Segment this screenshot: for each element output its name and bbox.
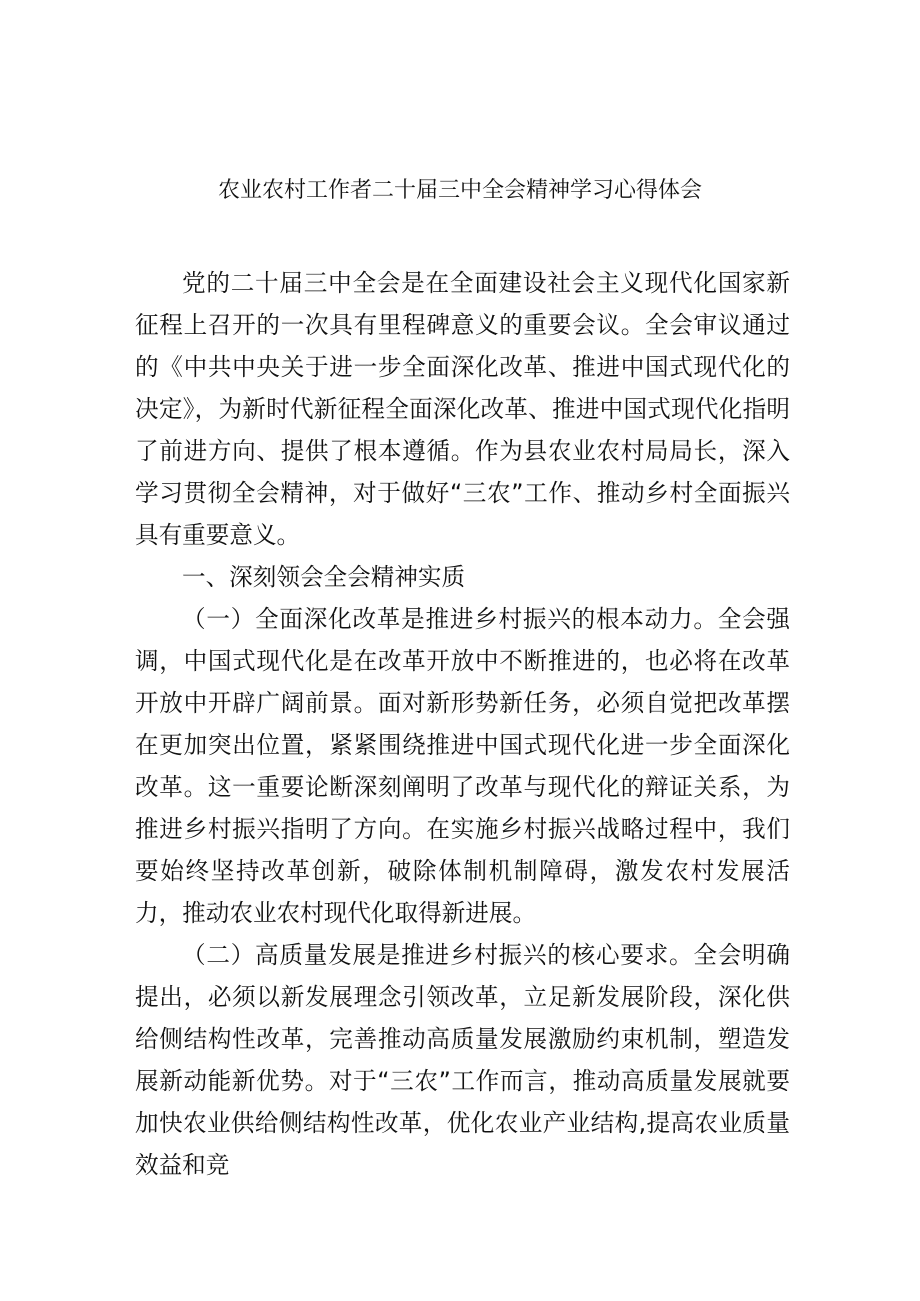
document-title: 农业农村工作者二十届三中全会精神学习心得体会 (217, 178, 702, 203)
subsection-1-paragraph (135, 598, 790, 934)
subsection-2-paragraph (135, 934, 790, 1186)
subsection-1-lead: （一）全面深化改革是推进乡村振兴的根本动力。 (182, 605, 718, 633)
subsection-2-text: 全会明确提出，必须以新发展理念引领改革，立足新发展阶段，深化供给侧结构性改革，完善推动高质量发展激励约束机制，塑造发展新动能新优势。对于“三农”工作而言，推动高质量发展就要加快农业供给侧结构性改革，优化农业产业结构,提高农业质量效益和竞 (135, 941, 791, 1179)
subsection-2-lead: （二）高质量发展是推进乡村振兴的核心要求。 (182, 941, 694, 969)
section-heading: 一、深刻领会全会精神实质 (182, 563, 466, 591)
intro-paragraph: 党的二十届三中全会是在全面建设社会主义现代化国家新征程上召开的一次具有里程碑意义的重要会议。全会审议通过的《中共中央关于进一步全面深化改革、推进中国式现代化的决定》，为新时代新征程全面深化改革、推进中国式现代化指明了前进方向、提供了根本遵循。作为县农业农村局局长，深入学习贯彻全会精神，对于做好“三农”工作、推动乡村全面振兴具有重要意义。 (135, 269, 790, 549)
subsection-1-text: 全会强调，中国式现代化是在改革开放中不断推进的，也必将在改革开放中开辟广阔前景。面对新形势新任务，必须自觉把改革摆在更加突出位置，紧紧围绕推进中国式现代化进一步全面深化改革。这一重要论断深刻阐明了改革与现代化的辩证关系，为推进乡村振兴指明了方向。在实施乡村振兴战略过程中，我们要始终坚持改革创新，破除体制机制障碍，激发农村发展活力，推动农业农村现代化取得新进展。 (135, 605, 791, 927)
document-body (135, 262, 790, 1186)
